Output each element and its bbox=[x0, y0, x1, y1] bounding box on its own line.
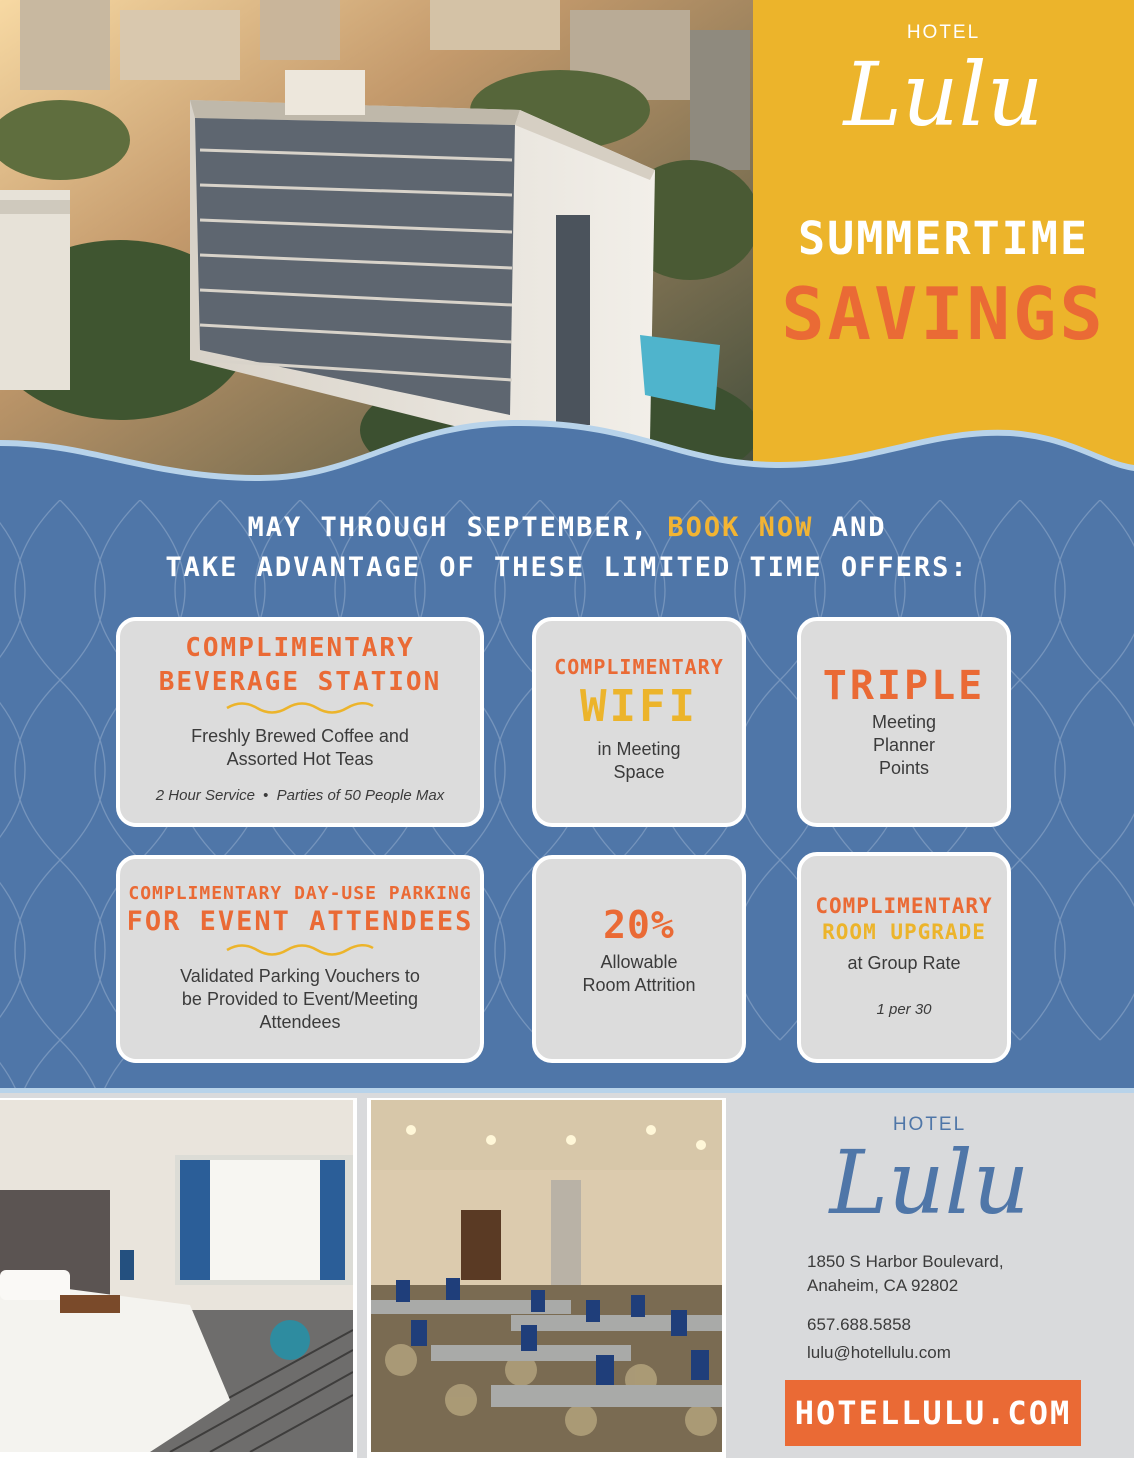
wifi-body-2: Space bbox=[613, 762, 665, 782]
wave-divider bbox=[0, 420, 1134, 500]
headline-savings: SAVINGS bbox=[781, 272, 1106, 356]
attrition-body-1: Allowable bbox=[600, 952, 678, 972]
offers-section bbox=[0, 500, 1134, 1088]
beverage-title-2: BEVERAGE STATION bbox=[158, 667, 442, 697]
beverage-note bbox=[120, 787, 480, 804]
book-now-highlight: BOOK NOW bbox=[667, 512, 814, 543]
parking-body-2: be Provided to Event/Meeting bbox=[181, 989, 419, 1009]
hero-hotel-label: HOTEL bbox=[906, 22, 981, 43]
upgrade-body: at Group Rate bbox=[847, 953, 961, 973]
attrition-body-2: Room Attrition bbox=[582, 975, 696, 995]
contact-lulu-logo: Lulu bbox=[829, 1131, 1030, 1234]
wavy-underline-icon bbox=[225, 943, 375, 957]
parking-body-1: Validated Parking Vouchers to bbox=[180, 966, 420, 986]
guest-room-image bbox=[0, 1100, 353, 1452]
website-button[interactable]: HOTELLULU.COM bbox=[785, 1380, 1081, 1446]
wavy-underline-icon bbox=[225, 701, 375, 715]
bottom-section bbox=[0, 1088, 1134, 1458]
wifi-title-1: COMPLIMENTARY bbox=[554, 655, 724, 679]
wifi-title-2: WIFI bbox=[580, 681, 698, 732]
triple-body-3: Points bbox=[878, 758, 930, 778]
guest-room-photo bbox=[0, 1098, 357, 1458]
address-line-1: 1850 S Harbor Boulevard, bbox=[807, 1252, 1004, 1271]
beverage-body-1: Freshly Brewed Coffee and bbox=[191, 726, 409, 746]
triple-body-2: Planner bbox=[872, 735, 936, 755]
beverage-note-2: Parties of 50 People Max bbox=[276, 787, 445, 804]
tagline-text-2: AND bbox=[813, 512, 887, 543]
hero-section bbox=[0, 0, 1134, 500]
beverage-title-1: COMPLIMENTARY bbox=[185, 633, 415, 663]
offer-card-wifi bbox=[532, 617, 746, 827]
attrition-title: 20% bbox=[603, 903, 675, 947]
wifi-body-1: in Meeting bbox=[597, 739, 681, 759]
meeting-room-image bbox=[371, 1100, 722, 1452]
beverage-note-1: 2 Hour Service bbox=[155, 787, 255, 804]
upgrade-title-1: COMPLIMENTARY bbox=[815, 894, 993, 918]
headline-summertime: SUMMERTIME bbox=[798, 212, 1089, 265]
offer-card-parking bbox=[116, 855, 484, 1063]
address-line-2: Anaheim, CA 92802 bbox=[807, 1276, 959, 1295]
tagline-line-1 bbox=[0, 512, 1134, 543]
offer-card-triple bbox=[797, 617, 1011, 827]
parking-body-3: Attendees bbox=[259, 1012, 341, 1032]
parking-title-2: FOR EVENT ATTENDEES bbox=[126, 906, 474, 937]
triple-body-1: Meeting bbox=[871, 712, 937, 732]
email-link[interactable]: lulu@hotellulu.com bbox=[807, 1343, 951, 1362]
hero-lulu-logo: Lulu bbox=[843, 43, 1044, 146]
bullet-separator: • bbox=[263, 787, 269, 804]
parking-title-1: COMPLIMENTARY DAY-USE PARKING bbox=[128, 883, 472, 904]
phone-number: 657.688.5858 bbox=[807, 1315, 911, 1334]
tagline-line-2: TAKE ADVANTAGE OF THESE LIMITED TIME OFFERS: bbox=[165, 552, 969, 583]
upgrade-note: 1 per 30 bbox=[876, 1001, 932, 1018]
triple-title: TRIPLE bbox=[822, 663, 986, 709]
offer-card-upgrade bbox=[797, 852, 1011, 1063]
contact-hotel-label: HOTEL bbox=[892, 1114, 967, 1135]
beverage-body-2: Assorted Hot Teas bbox=[226, 749, 374, 769]
offer-card-beverage bbox=[116, 617, 484, 827]
meeting-room-photo bbox=[367, 1098, 726, 1458]
tagline-text-1: MAY THROUGH SEPTEMBER, bbox=[247, 512, 668, 543]
upgrade-title-2: ROOM UPGRADE bbox=[822, 920, 986, 944]
offer-card-attrition bbox=[532, 855, 746, 1063]
divider-line bbox=[0, 1088, 1134, 1093]
